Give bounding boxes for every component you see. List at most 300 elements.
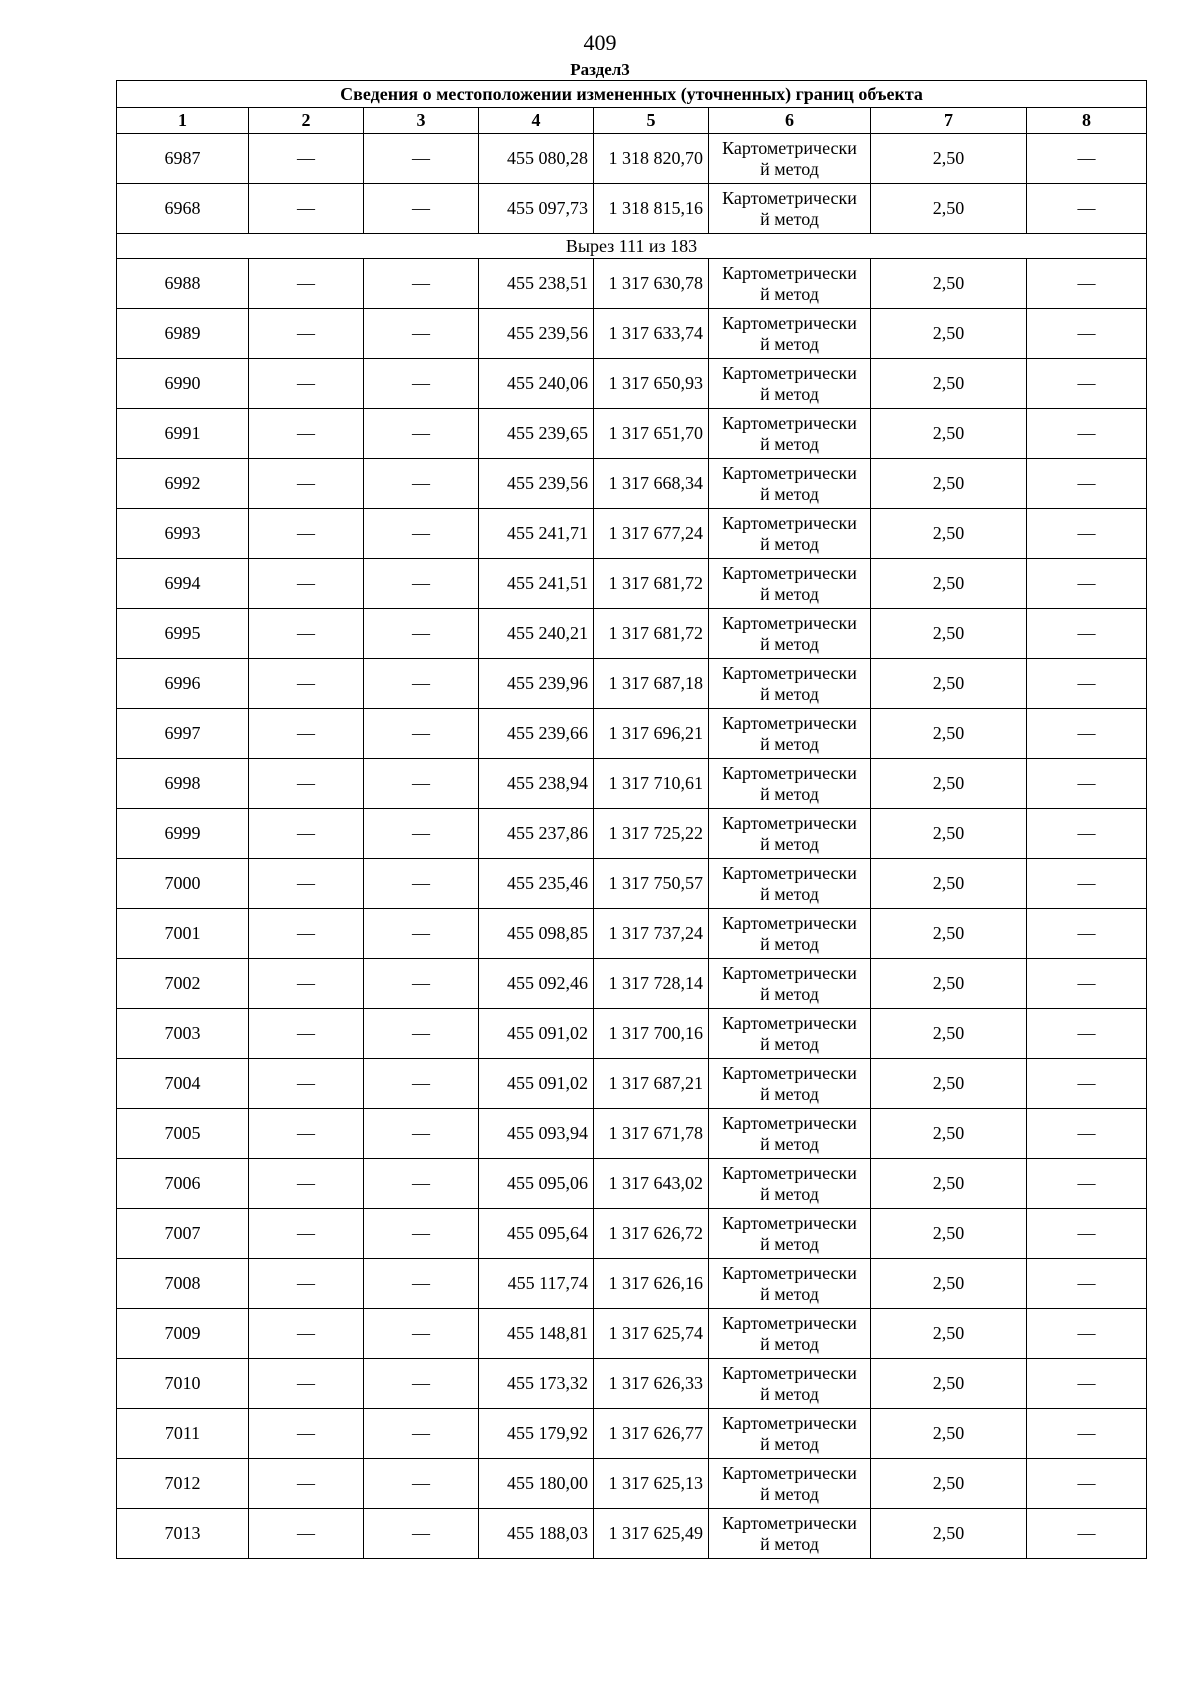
dash-cell: —	[249, 1259, 364, 1309]
method-cell	[709, 1309, 871, 1359]
method-cell	[709, 359, 871, 409]
method-cell	[709, 1159, 871, 1209]
method-cell	[709, 859, 871, 909]
point-number-cell: 7008	[117, 1259, 249, 1309]
method-line-1: Картометрически	[722, 1412, 857, 1433]
y-coordinate-cell: 1 317 681,72	[594, 559, 709, 609]
point-number-cell: 7001	[117, 909, 249, 959]
method-cell	[709, 1259, 871, 1309]
dash-cell: —	[364, 409, 479, 459]
dash-cell: —	[364, 1059, 479, 1109]
dash-cell: —	[364, 309, 479, 359]
accuracy-cell: 2,50	[871, 1109, 1027, 1159]
method-cell	[709, 1509, 871, 1559]
group-label-row	[117, 234, 1147, 259]
dash-cell: —	[1027, 359, 1147, 409]
method-cell	[709, 959, 871, 1009]
dash-cell: —	[249, 1359, 364, 1409]
method-line-2: й метод	[760, 1283, 819, 1304]
method-line-2: й метод	[760, 833, 819, 854]
method-line-2: й метод	[760, 1383, 819, 1404]
method-cell	[709, 1109, 871, 1159]
x-coordinate-cell: 455 180,00	[479, 1459, 594, 1509]
method-line-1: Картометрически	[722, 1512, 857, 1533]
point-number-cell: 7010	[117, 1359, 249, 1409]
method-line-1: Картометрически	[722, 1162, 857, 1183]
point-number-cell: 6999	[117, 809, 249, 859]
table-row	[117, 1159, 1147, 1209]
point-number-cell: 7000	[117, 859, 249, 909]
dash-cell: —	[1027, 134, 1147, 184]
x-coordinate-cell: 455 239,66	[479, 709, 594, 759]
accuracy-cell: 2,50	[871, 1059, 1027, 1109]
method-cell	[709, 809, 871, 859]
method-line-1: Картометрически	[722, 912, 857, 933]
dash-cell: —	[1027, 184, 1147, 234]
method-line-2: й метод	[760, 883, 819, 904]
method-line-2: й метод	[760, 1233, 819, 1254]
y-coordinate-cell: 1 317 630,78	[594, 259, 709, 309]
table-body	[117, 134, 1147, 1559]
group-label: Вырез 111 из 183	[117, 234, 1147, 259]
method-cell	[709, 1059, 871, 1109]
column-header: 5	[594, 108, 709, 134]
dash-cell: —	[1027, 1209, 1147, 1259]
y-coordinate-cell: 1 317 725,22	[594, 809, 709, 859]
dash-cell: —	[249, 809, 364, 859]
x-coordinate-cell: 455 239,56	[479, 459, 594, 509]
method-line-2: й метод	[760, 583, 819, 604]
method-line-1: Картометрически	[722, 962, 857, 983]
accuracy-cell: 2,50	[871, 909, 1027, 959]
accuracy-cell: 2,50	[871, 609, 1027, 659]
x-coordinate-cell: 455 239,65	[479, 409, 594, 459]
x-coordinate-cell: 455 235,46	[479, 859, 594, 909]
dash-cell: —	[249, 959, 364, 1009]
table-row	[117, 709, 1147, 759]
dash-cell: —	[249, 1009, 364, 1059]
point-number-cell: 6989	[117, 309, 249, 359]
table-row	[117, 1409, 1147, 1459]
dash-cell: —	[364, 859, 479, 909]
dash-cell: —	[1027, 259, 1147, 309]
table-row	[117, 609, 1147, 659]
dash-cell: —	[249, 1509, 364, 1559]
method-line-2: й метод	[760, 1433, 819, 1454]
y-coordinate-cell: 1 317 626,72	[594, 1209, 709, 1259]
method-line-2: й метод	[760, 1333, 819, 1354]
x-coordinate-cell: 455 148,81	[479, 1309, 594, 1359]
x-coordinate-cell: 455 240,21	[479, 609, 594, 659]
dash-cell: —	[1027, 709, 1147, 759]
accuracy-cell: 2,50	[871, 1359, 1027, 1409]
dash-cell: —	[1027, 1159, 1147, 1209]
method-line-2: й метод	[760, 1033, 819, 1054]
point-number-cell: 6992	[117, 459, 249, 509]
dash-cell: —	[249, 409, 364, 459]
dash-cell: —	[364, 359, 479, 409]
column-header: 8	[1027, 108, 1147, 134]
table-row	[117, 659, 1147, 709]
x-coordinate-cell: 455 173,32	[479, 1359, 594, 1409]
method-line-1: Картометрически	[722, 812, 857, 833]
dash-cell: —	[249, 759, 364, 809]
table-row	[117, 1009, 1147, 1059]
accuracy-cell: 2,50	[871, 1009, 1027, 1059]
x-coordinate-cell: 455 179,92	[479, 1409, 594, 1459]
dash-cell: —	[1027, 859, 1147, 909]
y-coordinate-cell: 1 317 700,16	[594, 1009, 709, 1059]
x-coordinate-cell: 455 095,64	[479, 1209, 594, 1259]
method-cell	[709, 909, 871, 959]
x-coordinate-cell: 455 095,06	[479, 1159, 594, 1209]
column-header: 2	[249, 108, 364, 134]
dash-cell: —	[1027, 1059, 1147, 1109]
dash-cell: —	[249, 259, 364, 309]
table-row	[117, 859, 1147, 909]
method-line-2: й метод	[760, 383, 819, 404]
method-line-1: Картометрически	[722, 1262, 857, 1283]
x-coordinate-cell: 455 080,28	[479, 134, 594, 184]
method-cell	[709, 1009, 871, 1059]
y-coordinate-cell: 1 317 626,77	[594, 1409, 709, 1459]
dash-cell: —	[249, 1209, 364, 1259]
point-number-cell: 6990	[117, 359, 249, 409]
method-line-1: Картометрически	[722, 662, 857, 683]
table-row	[117, 809, 1147, 859]
method-cell	[709, 509, 871, 559]
point-number-cell: 7012	[117, 1459, 249, 1509]
table-row	[117, 184, 1147, 234]
dash-cell: —	[249, 309, 364, 359]
y-coordinate-cell: 1 317 668,34	[594, 459, 709, 509]
dash-cell: —	[249, 909, 364, 959]
dash-cell: —	[1027, 809, 1147, 859]
point-number-cell: 6997	[117, 709, 249, 759]
dash-cell: —	[364, 1509, 479, 1559]
column-header: 7	[871, 108, 1027, 134]
method-line-1: Картометрически	[722, 1362, 857, 1383]
y-coordinate-cell: 1 317 625,74	[594, 1309, 709, 1359]
x-coordinate-cell: 455 117,74	[479, 1259, 594, 1309]
dash-cell: —	[1027, 909, 1147, 959]
boundary-coordinates-table	[116, 80, 1147, 1559]
method-cell	[709, 1209, 871, 1259]
table-row	[117, 1259, 1147, 1309]
accuracy-cell: 2,50	[871, 409, 1027, 459]
page-number: 409	[583, 30, 617, 55]
method-cell	[709, 259, 871, 309]
method-line-1: Картометрически	[722, 412, 857, 433]
table-row	[117, 359, 1147, 409]
method-cell	[709, 609, 871, 659]
y-coordinate-cell: 1 317 625,49	[594, 1509, 709, 1559]
method-line-2: й метод	[760, 683, 819, 704]
dash-cell: —	[249, 1409, 364, 1459]
y-coordinate-cell: 1 317 737,24	[594, 909, 709, 959]
dash-cell: —	[364, 1209, 479, 1259]
y-coordinate-cell: 1 317 633,74	[594, 309, 709, 359]
x-coordinate-cell: 455 092,46	[479, 959, 594, 1009]
table-row	[117, 1359, 1147, 1409]
table-title: Сведения о местоположении измененных (уточненных) границ объекта	[117, 81, 1147, 108]
dash-cell: —	[249, 359, 364, 409]
method-line-2: й метод	[760, 158, 819, 179]
dash-cell: —	[249, 459, 364, 509]
method-cell	[709, 659, 871, 709]
dash-cell: —	[364, 509, 479, 559]
accuracy-cell: 2,50	[871, 1209, 1027, 1259]
dash-cell: —	[1027, 609, 1147, 659]
method-line-1: Картометрически	[722, 762, 857, 783]
column-header: 1	[117, 108, 249, 134]
method-cell	[709, 759, 871, 809]
point-number-cell: 7004	[117, 1059, 249, 1109]
dash-cell: —	[364, 134, 479, 184]
method-line-2: й метод	[760, 1133, 819, 1154]
method-cell	[709, 1409, 871, 1459]
dash-cell: —	[1027, 659, 1147, 709]
x-coordinate-cell: 455 097,73	[479, 184, 594, 234]
accuracy-cell: 2,50	[871, 1159, 1027, 1209]
x-coordinate-cell: 455 239,56	[479, 309, 594, 359]
method-cell	[709, 134, 871, 184]
method-line-2: й метод	[760, 983, 819, 1004]
y-coordinate-cell: 1 317 626,16	[594, 1259, 709, 1309]
dash-cell: —	[364, 1359, 479, 1409]
accuracy-cell: 2,50	[871, 859, 1027, 909]
accuracy-cell: 2,50	[871, 259, 1027, 309]
accuracy-cell: 2,50	[871, 959, 1027, 1009]
method-cell	[709, 184, 871, 234]
dash-cell: —	[249, 1309, 364, 1359]
point-number-cell: 6995	[117, 609, 249, 659]
dash-cell: —	[249, 859, 364, 909]
method-line-2: й метод	[760, 433, 819, 454]
method-line-1: Картометрически	[722, 187, 857, 208]
dash-cell: —	[1027, 1509, 1147, 1559]
accuracy-cell: 2,50	[871, 134, 1027, 184]
x-coordinate-cell: 455 238,94	[479, 759, 594, 809]
method-line-1: Картометрически	[722, 512, 857, 533]
method-line-2: й метод	[760, 933, 819, 954]
dash-cell: —	[1027, 1309, 1147, 1359]
dash-cell: —	[249, 609, 364, 659]
method-line-1: Картометрически	[722, 312, 857, 333]
column-header-row	[117, 108, 1147, 134]
accuracy-cell: 2,50	[871, 1259, 1027, 1309]
point-number-cell: 7013	[117, 1509, 249, 1559]
table-row	[117, 959, 1147, 1009]
dash-cell: —	[1027, 509, 1147, 559]
y-coordinate-cell: 1 317 651,70	[594, 409, 709, 459]
dash-cell: —	[364, 759, 479, 809]
table-row	[117, 134, 1147, 184]
method-cell	[709, 1459, 871, 1509]
dash-cell: —	[364, 1009, 479, 1059]
point-number-cell: 6991	[117, 409, 249, 459]
y-coordinate-cell: 1 318 815,16	[594, 184, 709, 234]
accuracy-cell: 2,50	[871, 359, 1027, 409]
dash-cell: —	[249, 1059, 364, 1109]
x-coordinate-cell: 455 091,02	[479, 1059, 594, 1109]
method-line-1: Картометрически	[722, 1462, 857, 1483]
y-coordinate-cell: 1 317 728,14	[594, 959, 709, 1009]
table-row	[117, 1459, 1147, 1509]
table-row	[117, 559, 1147, 609]
y-coordinate-cell: 1 317 671,78	[594, 1109, 709, 1159]
method-line-2: й метод	[760, 1533, 819, 1554]
x-coordinate-cell: 455 241,71	[479, 509, 594, 559]
method-line-2: й метод	[760, 783, 819, 804]
dash-cell: —	[364, 1409, 479, 1459]
table-row	[117, 909, 1147, 959]
point-number-cell: 7007	[117, 1209, 249, 1259]
method-line-1: Картометрически	[722, 712, 857, 733]
dash-cell: —	[249, 509, 364, 559]
accuracy-cell: 2,50	[871, 709, 1027, 759]
method-cell	[709, 409, 871, 459]
method-line-1: Картометрически	[722, 1112, 857, 1133]
dash-cell: —	[249, 709, 364, 759]
method-line-2: й метод	[760, 633, 819, 654]
accuracy-cell: 2,50	[871, 1459, 1027, 1509]
dash-cell: —	[364, 1159, 479, 1209]
table-title-row	[117, 81, 1147, 108]
method-line-1: Картометрически	[722, 862, 857, 883]
point-number-cell: 6988	[117, 259, 249, 309]
method-cell	[709, 1359, 871, 1409]
table-row	[117, 409, 1147, 459]
dash-cell: —	[364, 809, 479, 859]
column-header: 4	[479, 108, 594, 134]
dash-cell: —	[364, 609, 479, 659]
dash-cell: —	[249, 1109, 364, 1159]
method-line-1: Картометрически	[722, 262, 857, 283]
method-line-1: Картометрически	[722, 1062, 857, 1083]
dash-cell: —	[364, 259, 479, 309]
point-number-cell: 7003	[117, 1009, 249, 1059]
method-line-1: Картометрически	[722, 462, 857, 483]
y-coordinate-cell: 1 317 650,93	[594, 359, 709, 409]
table-row	[117, 1309, 1147, 1359]
method-line-2: й метод	[760, 483, 819, 504]
accuracy-cell: 2,50	[871, 809, 1027, 859]
dash-cell: —	[1027, 759, 1147, 809]
accuracy-cell: 2,50	[871, 509, 1027, 559]
y-coordinate-cell: 1 317 643,02	[594, 1159, 709, 1209]
method-line-1: Картометрически	[722, 562, 857, 583]
method-line-2: й метод	[760, 533, 819, 554]
accuracy-cell: 2,50	[871, 659, 1027, 709]
method-line-1: Картометрически	[722, 1312, 857, 1333]
accuracy-cell: 2,50	[871, 184, 1027, 234]
method-line-2: й метод	[760, 733, 819, 754]
dash-cell: —	[364, 1459, 479, 1509]
accuracy-cell: 2,50	[871, 559, 1027, 609]
dash-cell: —	[364, 659, 479, 709]
point-number-cell: 7009	[117, 1309, 249, 1359]
dash-cell: —	[249, 134, 364, 184]
x-coordinate-cell: 455 238,51	[479, 259, 594, 309]
dash-cell: —	[249, 1459, 364, 1509]
dash-cell: —	[249, 559, 364, 609]
point-number-cell: 6996	[117, 659, 249, 709]
point-number-cell: 7002	[117, 959, 249, 1009]
point-number-cell: 7006	[117, 1159, 249, 1209]
table-row	[117, 1509, 1147, 1559]
dash-cell: —	[1027, 959, 1147, 1009]
method-line-1: Картометрически	[722, 362, 857, 383]
x-coordinate-cell: 455 093,94	[479, 1109, 594, 1159]
y-coordinate-cell: 1 317 687,21	[594, 1059, 709, 1109]
method-cell	[709, 709, 871, 759]
table-row	[117, 759, 1147, 809]
table-row	[117, 259, 1147, 309]
accuracy-cell: 2,50	[871, 309, 1027, 359]
dash-cell: —	[249, 659, 364, 709]
section-label: Раздел3	[570, 60, 630, 79]
dash-cell: —	[1027, 1409, 1147, 1459]
method-line-1: Картометрически	[722, 1012, 857, 1033]
y-coordinate-cell: 1 318 820,70	[594, 134, 709, 184]
point-number-cell: 6998	[117, 759, 249, 809]
method-cell	[709, 559, 871, 609]
x-coordinate-cell: 455 241,51	[479, 559, 594, 609]
point-number-cell: 6968	[117, 184, 249, 234]
point-number-cell: 7005	[117, 1109, 249, 1159]
accuracy-cell: 2,50	[871, 1509, 1027, 1559]
table-row	[117, 1209, 1147, 1259]
accuracy-cell: 2,50	[871, 1409, 1027, 1459]
dash-cell: —	[1027, 1359, 1147, 1409]
method-line-1: Картометрически	[722, 137, 857, 158]
dash-cell: —	[1027, 1009, 1147, 1059]
dash-cell: —	[364, 959, 479, 1009]
x-coordinate-cell: 455 240,06	[479, 359, 594, 409]
method-line-2: й метод	[760, 283, 819, 304]
dash-cell: —	[1027, 1259, 1147, 1309]
dash-cell: —	[364, 1309, 479, 1359]
dash-cell: —	[364, 184, 479, 234]
dash-cell: —	[1027, 309, 1147, 359]
method-line-2: й метод	[760, 1083, 819, 1104]
y-coordinate-cell: 1 317 681,72	[594, 609, 709, 659]
y-coordinate-cell: 1 317 696,21	[594, 709, 709, 759]
x-coordinate-cell: 455 098,85	[479, 909, 594, 959]
point-number-cell: 6987	[117, 134, 249, 184]
x-coordinate-cell: 455 091,02	[479, 1009, 594, 1059]
accuracy-cell: 2,50	[871, 459, 1027, 509]
y-coordinate-cell: 1 317 625,13	[594, 1459, 709, 1509]
dash-cell: —	[364, 459, 479, 509]
y-coordinate-cell: 1 317 677,24	[594, 509, 709, 559]
dash-cell: —	[249, 184, 364, 234]
y-coordinate-cell: 1 317 750,57	[594, 859, 709, 909]
y-coordinate-cell: 1 317 710,61	[594, 759, 709, 809]
table-row	[117, 509, 1147, 559]
accuracy-cell: 2,50	[871, 759, 1027, 809]
method-line-2: й метод	[760, 1183, 819, 1204]
dash-cell: —	[1027, 559, 1147, 609]
table-row	[117, 309, 1147, 359]
method-cell	[709, 459, 871, 509]
column-header: 6	[709, 108, 871, 134]
dash-cell: —	[364, 1109, 479, 1159]
method-line-2: й метод	[760, 208, 819, 229]
dash-cell: —	[364, 559, 479, 609]
x-coordinate-cell: 455 239,96	[479, 659, 594, 709]
